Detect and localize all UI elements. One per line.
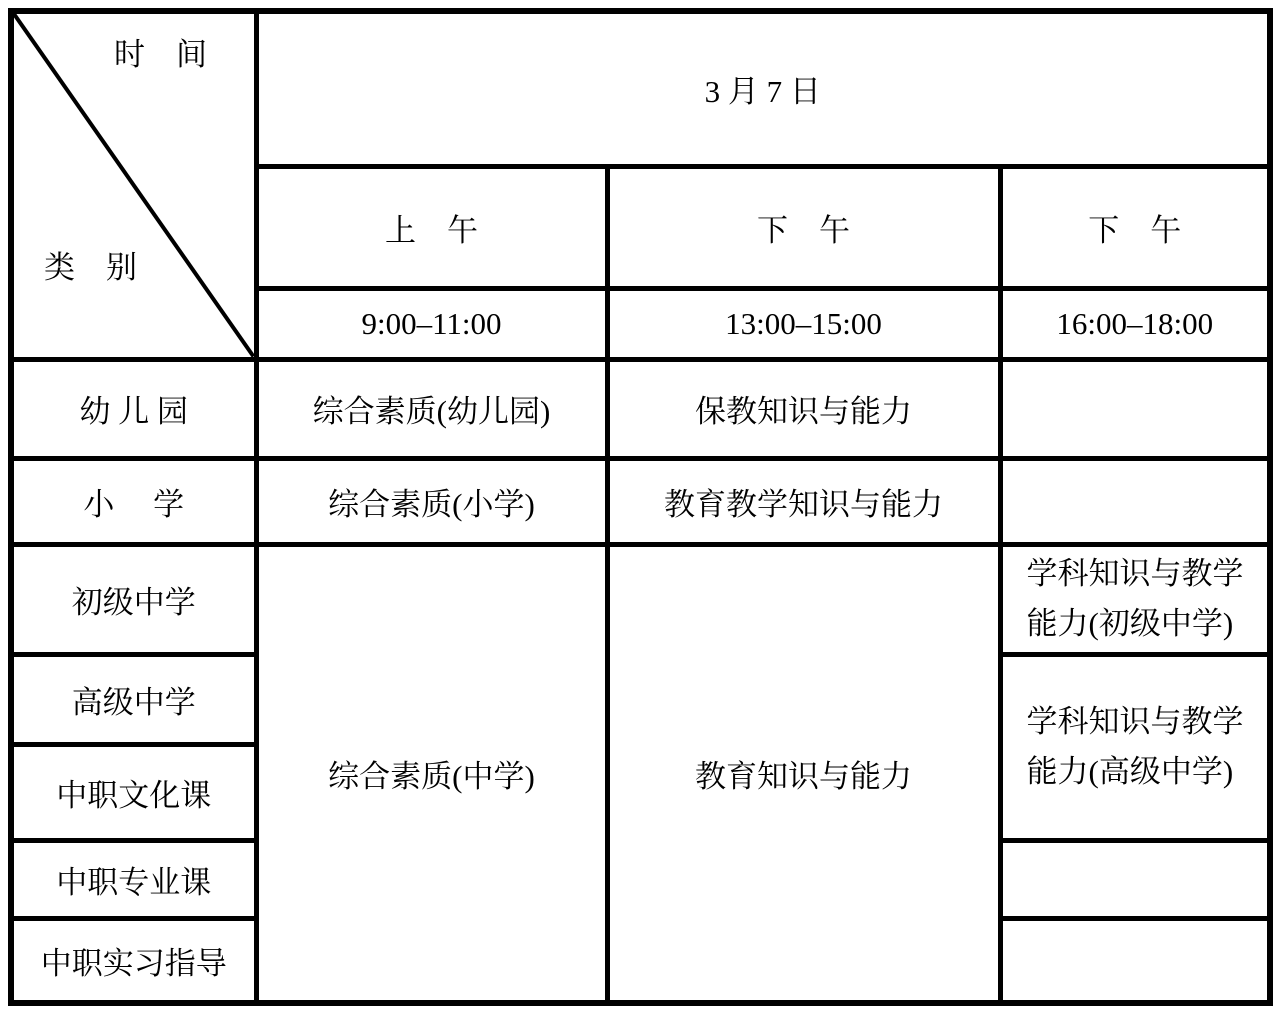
time-cell-morning: 9:00–11:00 xyxy=(256,288,607,359)
exam-cell-junior-subject: 学科知识与教学能力(初级中学) xyxy=(1000,544,1270,654)
category-cell-vocational-culture: 中职文化课 xyxy=(11,744,256,840)
table-row-junior-secondary xyxy=(11,544,1270,654)
category-cell-vocational-major: 中职专业课 xyxy=(11,840,256,918)
corner-diagonal-cell xyxy=(11,11,256,359)
time-cell-afternoon2: 16:00–18:00 xyxy=(1000,288,1270,359)
time-cell-afternoon1: 13:00–15:00 xyxy=(607,288,1000,359)
session-cell-afternoon2: 下 午 xyxy=(1000,166,1270,288)
exam-cell-secondary-afternoon-merged: 教育知识与能力 xyxy=(607,544,1000,1003)
exam-cell-secondary-morning-merged: 综合素质(中学) xyxy=(256,544,607,1003)
table-row-primary xyxy=(11,458,1270,544)
exam-cell-kindergarten-afternoon: 保教知识与能力 xyxy=(607,359,1000,458)
category-cell-junior-secondary: 初级中学 xyxy=(11,544,256,654)
table-row-kindergarten xyxy=(11,359,1270,458)
empty-cell-vocational-internship-late xyxy=(1000,918,1270,1003)
exam-cell-kindergarten-morning: 综合素质(幼儿园) xyxy=(256,359,607,458)
session-cell-afternoon1: 下 午 xyxy=(607,166,1000,288)
category-cell-vocational-internship: 中职实习指导 xyxy=(11,918,256,1003)
category-cell-primary: 小 学 xyxy=(11,458,256,544)
exam-cell-primary-afternoon: 教育教学知识与能力 xyxy=(607,458,1000,544)
empty-cell-vocational-major-late xyxy=(1000,840,1270,918)
exam-schedule-table xyxy=(8,8,1273,1006)
date-header-cell: 3 月 7 日 xyxy=(256,11,1270,166)
empty-cell-kindergarten-late xyxy=(1000,359,1270,458)
session-cell-morning: 上 午 xyxy=(256,166,607,288)
exam-cell-primary-morning: 综合素质(小学) xyxy=(256,458,607,544)
category-cell-senior-secondary: 高级中学 xyxy=(11,654,256,744)
corner-label-time: 时 间 xyxy=(114,37,207,72)
category-cell-kindergarten: 幼 儿 园 xyxy=(11,359,256,458)
corner-label-category: 类 别 xyxy=(44,250,137,285)
empty-cell-primary-late xyxy=(1000,458,1270,544)
table-row-date-header xyxy=(11,11,1270,166)
exam-cell-senior-subject: 学科知识与教学能力(高级中学) xyxy=(1000,654,1270,840)
